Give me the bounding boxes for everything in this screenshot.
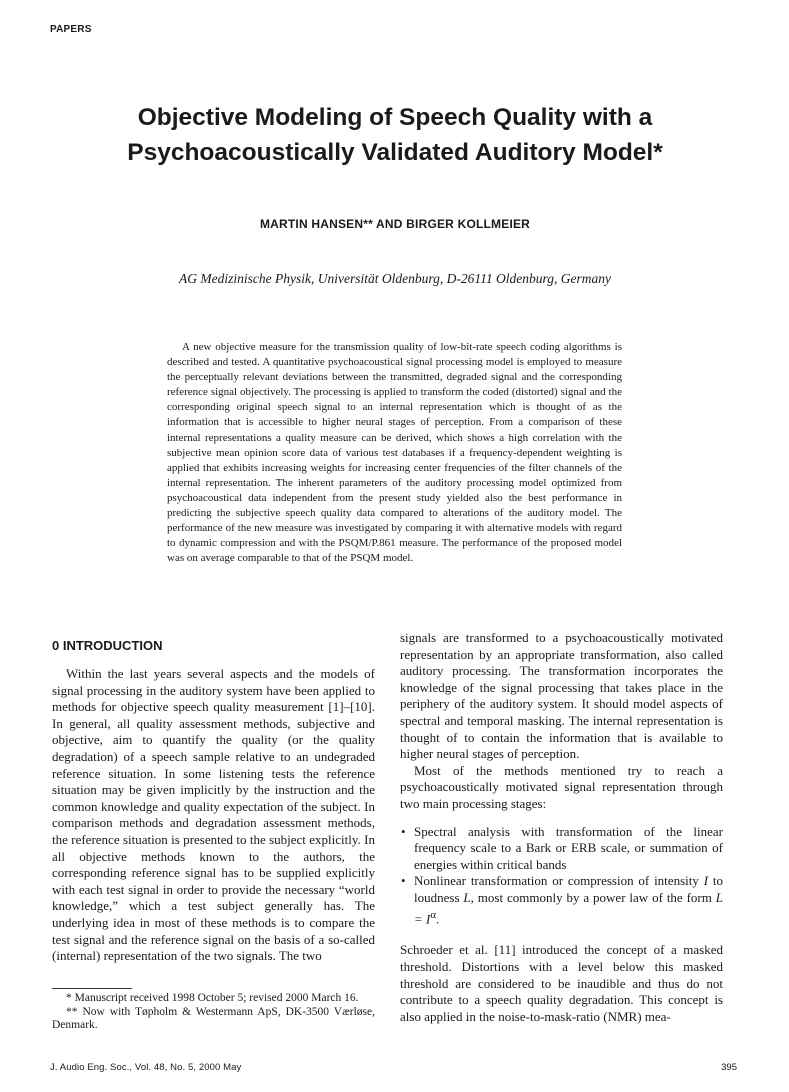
section-heading: 0 INTRODUCTION <box>52 638 163 653</box>
abstract: A new objective measure for the transmission quality of low-bit-rate speech coding algorithms is described and tested. A quantitative psychoacoustical signal processing model is employed to measure the perceptually relevant deviations between the transmitted, degraded signal and the corresponding reference signal objectively. The processing is applied to transform the coded (distorted) signal and the corresponding original speech signal to an internal representation which is thought of as the information that is accessible to higher neural stages of perception. From a comparison of these internal representations a quality measure can be derived, which shows a high correlation with the subjective mean opinion score data of various test databases if a frequency-dependent weighting is applied that exhibits increasing weights for increasing center frequencies of the filter channels of the internal representation. The inherent parameters of the auditory processing model optimized from psychoacoustical data independent from the present study yielded also the best performance in predicting the subjective speech quality data compared to alterations of the auditory model. The performance of the new measure was investigated by comparing it with alternative models with regard to dynamic compression and with the PSQM/P.861 measure. The performance of the proposed model was on average comparable to that of the PSQM model. <box>167 341 622 565</box>
paper-title <box>60 100 730 170</box>
page-number: 395 <box>721 1062 737 1073</box>
affiliation: AG Medizinische Physik, Universität Oldenburg, D-26111 Oldenburg, Germany <box>179 271 611 286</box>
power-law-exponent: α <box>430 908 437 921</box>
right-column <box>400 630 723 1025</box>
running-head: PAPERS <box>50 24 92 35</box>
intro-paragraph-1: Within the last years several aspects and the models of signal processing in the auditory system have been applied to methods for objective speech quality measurement [1]–[10]. In general, all quality assessment methods, subjective and objective, aim to quantify the quality (or the quality degradation) of a speech sample relative to an undegraded reference situation. In some listening tests the reference situation may be given implicitly by the instruction and the common knowledge and quality expectation of the subject. In comparison methods and degradation assessment methods, the reference situation is presented to the subject explicitly. In all objective methods known to the authors, the corresponding reference signal has to be supplied explicitly with each test signal in order to provide the necessary “world knowledge,” which a test subject generally has. The underlying idea in most of these methods is to compare the test signal and the reference signal on the basis of a so-called (internal) representation of the two signals. The two <box>52 666 375 964</box>
list-item <box>400 873 723 927</box>
list-item-text: Nonlinear transformation or compression of intensity <box>414 873 704 889</box>
authors: MARTIN HANSEN** AND BIRGER KOLLMEIER <box>259 217 531 231</box>
intro-paragraph-2: signals are transformed to a psychoacoustically motivated representation by an appropriate transformation, also called auditory processing. The transformation incorporates the knowledge of the signal processing that takes place in the periphery of the auditory system. It should model aspects of spectral and temporal masking. The internal representation is thought of to contain the information that is available to higher neural stages of perception. <box>400 630 723 762</box>
variable-intensity: I <box>703 873 709 889</box>
left-column <box>52 630 375 965</box>
list-item-text: , most commonly by a power law of the form <box>470 889 716 905</box>
list-item-text: to loudness <box>414 873 723 905</box>
title-line-2: Psychoacoustically Validated Auditory Model* <box>127 139 663 166</box>
journal-reference: J. Audio Eng. Soc., Vol. 48, No. 5, 2000 May <box>50 1062 242 1073</box>
intro-paragraph-3: Most of the methods mentioned try to reach a psychoacoustically motivated signal representation through two main processing stages: <box>400 762 723 811</box>
power-law-formula: L = I <box>414 889 723 926</box>
footnote-affiliation: ** Now with Tøpholm & Westermann ApS, DK-3500 Værløse, Denmark. <box>52 1005 375 1032</box>
variable-loudness: L <box>463 889 471 905</box>
list-item-text: . <box>436 910 440 926</box>
footnote-divider <box>52 988 132 989</box>
title-line-1: Objective Modeling of Speech Quality with a <box>137 104 653 131</box>
processing-stages-list <box>400 824 723 928</box>
list-item: • Spectral analysis with transformation of the linear frequency scale to a Bark or ERB scale, or summation of energies within critical bands <box>400 824 723 874</box>
intro-paragraph-4: Schroeder et al. [11] introduced the concept of a masked threshold. Distortions with a level below this masked threshold are considered to be inaudible and thus do not contribute to a speech quality degradation. This concept is also applied in the noise-to-mask-ratio (NMR) mea- <box>400 942 723 1024</box>
footnote-manuscript: * Manuscript received 1998 October 5; revised 2000 March 16. <box>66 992 359 1004</box>
footnotes <box>52 992 375 1033</box>
